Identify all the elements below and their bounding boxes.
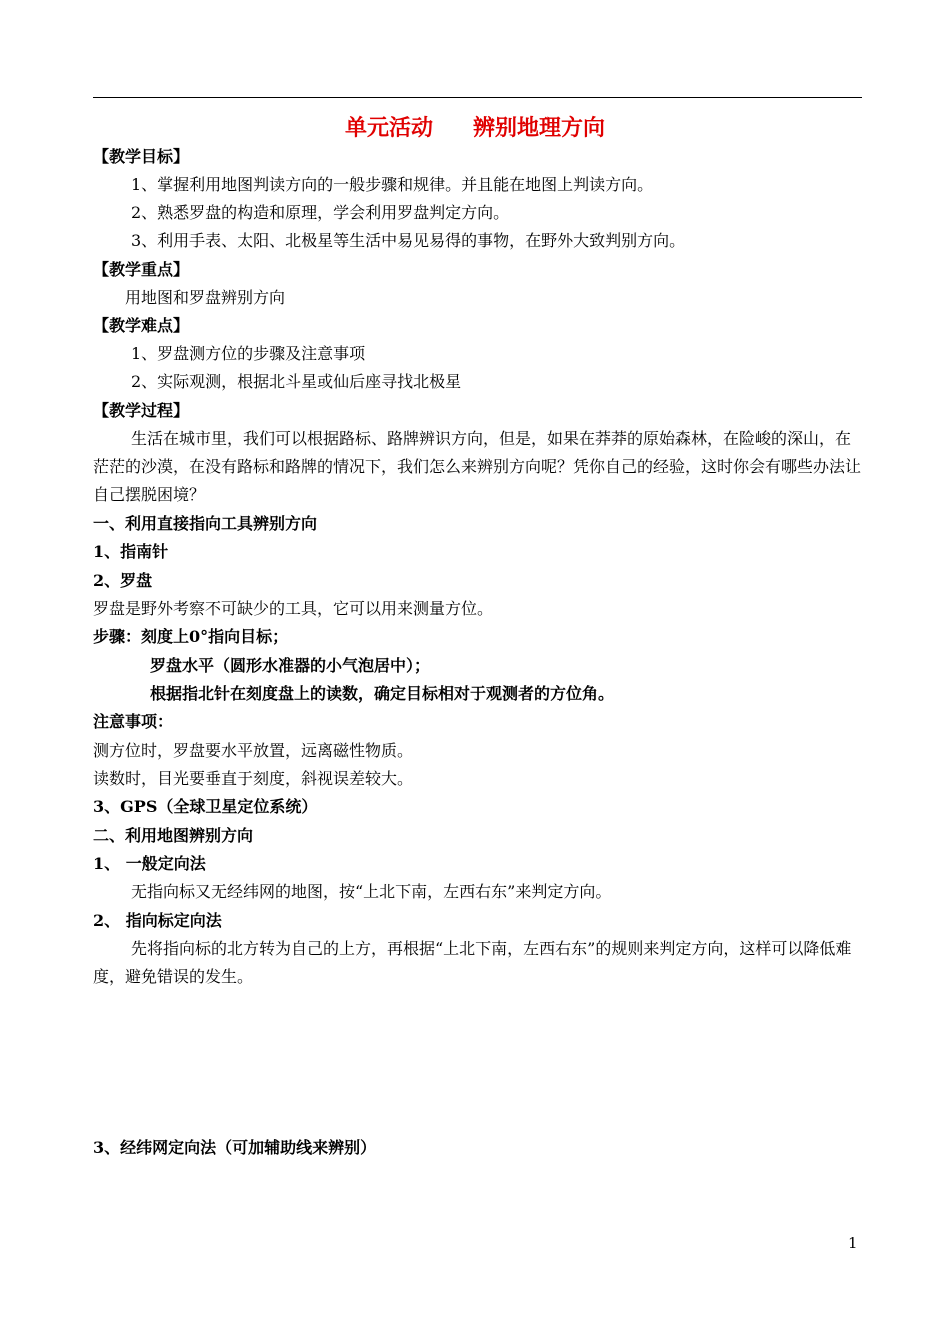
- title-part-2: 辨别地理方向: [473, 115, 606, 141]
- key-points-text: 用地图和罗盘辨别方向: [125, 288, 286, 307]
- header-rule: [93, 97, 862, 98]
- goal-item-2: 2、熟悉罗盘的构造和原理，学会利用罗盘判定方向。: [131, 203, 510, 222]
- difficulty-item-2: 2、实际观测，根据北斗星或仙后座寻找北极星: [131, 372, 462, 391]
- note-1: 测方位时，罗盘要水平放置，远离磁性物质。: [93, 741, 414, 760]
- goal-item-1: 1、掌握利用地图判读方向的一般步骤和规律。并且能在地图上判读方向。: [131, 175, 654, 194]
- section1-heading: 一、利用直接指向工具辨别方向: [93, 514, 318, 533]
- key-points-heading: 【教学重点】: [93, 260, 190, 279]
- page-number: 1: [848, 1234, 858, 1252]
- process-intro: 生活在城市里，我们可以根据路标、路牌辨识方向，但是，如果在莽莽的原始森林，在险峻的深山，在茫茫的沙漠，在没有路标和路牌的情况下，我们怎么来辨别方向呢？凭你自己的经验，这时你会有哪些办法让自己摆脱困境？: [93, 429, 862, 504]
- page-title: [0, 113, 950, 143]
- title-part-1: 单元活动: [344, 115, 433, 141]
- section1-sub1: 1、指南针: [93, 542, 169, 561]
- section1-sub3: 3、GPS（全球卫星定位系统）: [93, 797, 318, 816]
- compass-description: 罗盘是野外考察不可缺少的工具，它可以用来测量方位。: [93, 599, 494, 618]
- method2-text: 先将指向标的北方转为自己的上方，再根据“上北下南，左西右东”的规则来判定方向，这样可以降低难度，避免错误的发生。: [93, 939, 852, 986]
- note-2: 读数时，目光要垂直于刻度，斜视误差较大。: [93, 769, 414, 788]
- step-3: 根据指北针在刻度盘上的读数，确定目标相对于观测者的方位角。: [150, 684, 615, 703]
- step-2: 罗盘水平（圆形水准器的小气泡居中）；: [150, 656, 431, 675]
- goal-item-3: 3、利用手表、太阳、北极星等生活中易见易得的事物，在野外大致判别方向。: [131, 231, 686, 250]
- method1-title: 1、 一般定向法: [93, 854, 206, 873]
- step-1: 步骤：刻度上0°指向目标；: [93, 627, 289, 646]
- notes-heading: 注意事项：: [93, 712, 174, 731]
- method3-title: 3、经纬网定向法（可加辅助线来辨别）: [93, 1138, 377, 1157]
- method2-title: 2、 指向标定向法: [93, 911, 222, 930]
- difficulty-item-1: 1、罗盘测方位的步骤及注意事项: [131, 344, 366, 363]
- section2-heading: 二、利用地图辨别方向: [93, 826, 254, 845]
- process-heading: 【教学过程】: [93, 401, 190, 420]
- method1-text: 无指向标又无经纬网的地图，按“上北下南，左西右东”来判定方向。: [131, 882, 612, 901]
- section1-sub2: 2、罗盘: [93, 571, 153, 590]
- goals-heading: 【教学目标】: [93, 147, 190, 166]
- difficulties-heading: 【教学难点】: [93, 316, 190, 335]
